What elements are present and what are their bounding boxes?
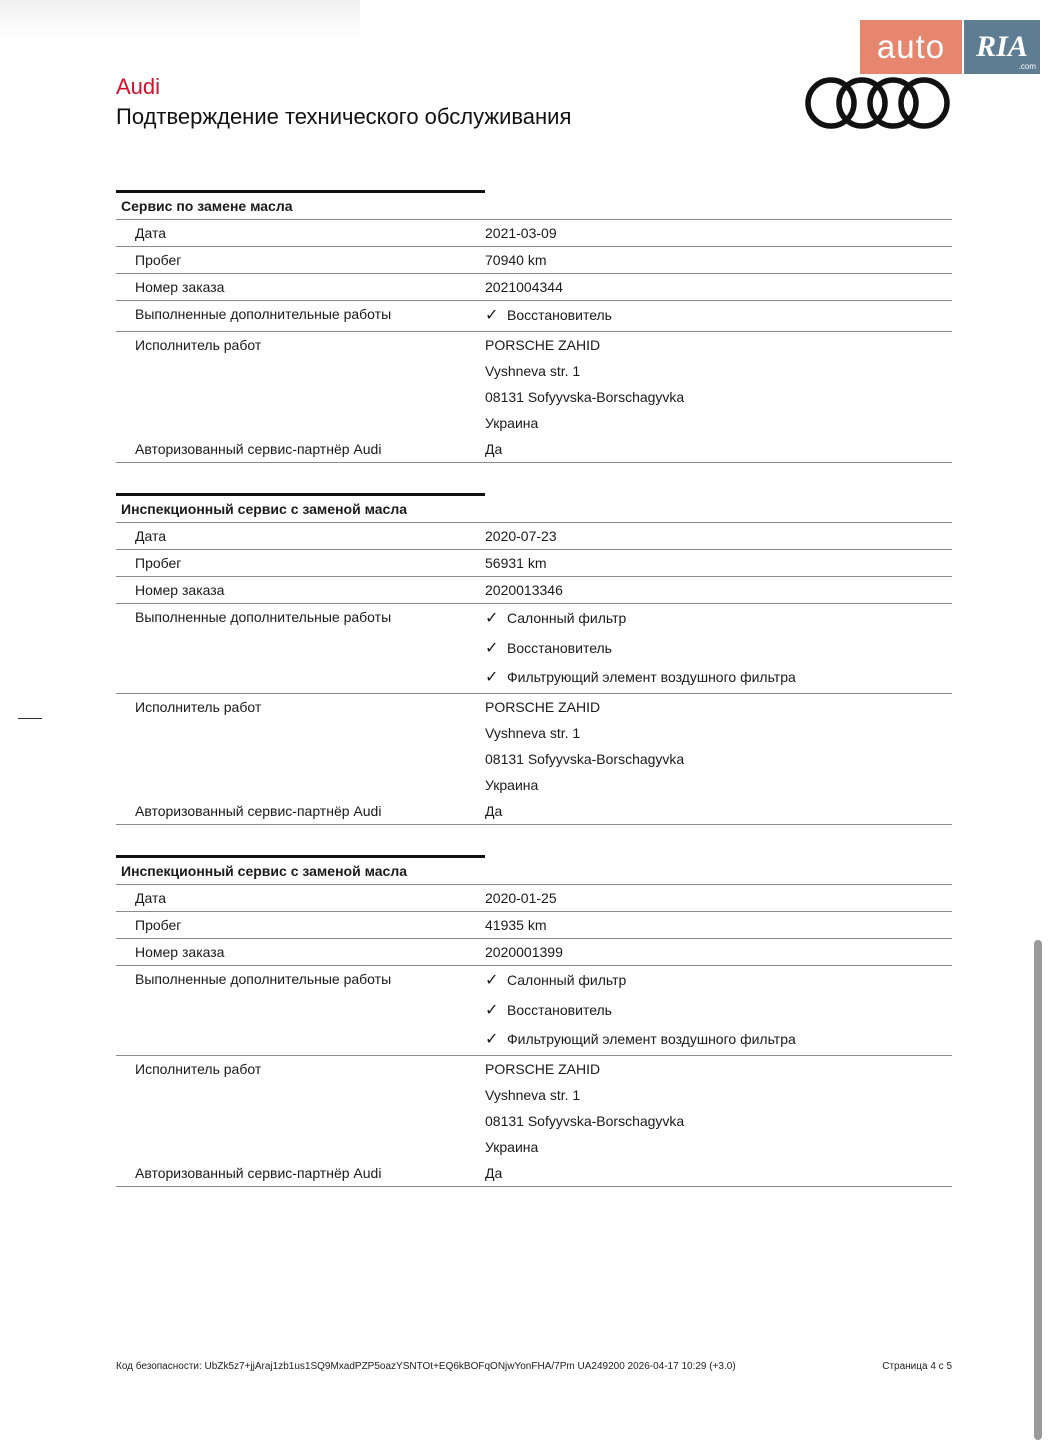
order-number-label: Номер заказа: [135, 582, 225, 598]
executor-line: 08131 Sofyyvska-Borschagyvka: [485, 750, 685, 767]
checkmark-icon: ✓: [485, 972, 499, 989]
executor-line: 08131 Sofyyvska-Borschagyvka: [485, 388, 685, 405]
authorized-partner-row: [116, 798, 952, 825]
additional-works-list: [485, 604, 952, 693]
work-item-label: Восстановитель: [507, 639, 612, 656]
date-label: Дата: [135, 890, 167, 906]
authorized-partner-value: Да: [485, 1164, 503, 1181]
watermark-ria-text: RIA: [976, 30, 1028, 63]
additional-works-row: [116, 301, 952, 332]
work-item: [485, 301, 952, 331]
margin-dash: [18, 718, 42, 719]
work-item: [485, 663, 952, 693]
mileage-label: Пробег: [135, 917, 182, 933]
date-value: 2020-07-23: [485, 528, 557, 544]
mileage-row: [116, 550, 952, 577]
date-label: Дата: [135, 225, 167, 241]
checkmark-icon: ✓: [485, 1031, 499, 1048]
audi-four-rings-icon: [804, 76, 954, 130]
order-number-row: [116, 274, 952, 301]
work-item-label: Восстановитель: [507, 307, 612, 323]
service-section: [116, 855, 952, 1187]
checkmark-icon: ✓: [485, 639, 499, 657]
additional-works-list: [485, 301, 952, 331]
date-row: [116, 885, 952, 912]
scrollbar[interactable]: [1034, 940, 1042, 1440]
work-item-label: Восстановитель: [507, 1001, 612, 1018]
executor-line: PORSCHE ZAHID: [485, 336, 601, 353]
brand-name: Audi: [116, 74, 161, 99]
executor-row: [116, 1056, 952, 1160]
mileage-value: 41935 km: [485, 917, 547, 933]
security-code: Код безопасности: UbZk5z7+jjAraj1zb1us1SQ9MxadPZP5oazYSNTOt+EQ6kBOFqONjwYonFHA/7Pm UA249200 2026-04-17 10:29 (+3.0): [116, 1361, 736, 1372]
date-value: 2021-03-09: [485, 225, 557, 241]
executor-address: [485, 694, 952, 798]
order-number-label: Номер заказа: [135, 279, 225, 295]
work-item-label: Фильтрующий элемент воздушного фильтра: [507, 669, 796, 685]
date-value: 2020-01-25: [485, 890, 557, 906]
section-title: Сервис по замене масла: [116, 193, 952, 220]
executor-line: 08131 Sofyyvska-Borschagyvka: [485, 1112, 685, 1129]
authorized-partner-label: Авторизованный сервис-партнёр Audi: [135, 1164, 382, 1181]
date-row: [116, 220, 952, 247]
section-title: Инспекционный сервис с заменой масла: [116, 858, 952, 885]
authorized-partner-label: Авторизованный сервис-партнёр Audi: [135, 802, 382, 819]
checkmark-icon: ✓: [485, 1001, 499, 1019]
checkmark-icon: ✓: [485, 669, 499, 686]
authorized-partner-row: [116, 1160, 952, 1187]
document-title: Подтверждение технического обслуживания: [116, 104, 572, 129]
executor-label: Исполнитель работ: [135, 336, 262, 353]
top-shade: [0, 0, 360, 40]
order-number-label: Номер заказа: [135, 944, 225, 960]
mileage-label: Пробег: [135, 252, 182, 268]
executor-address: [485, 332, 952, 436]
mileage-row: [116, 912, 952, 939]
watermark-auto: auto: [860, 20, 962, 74]
executor-line: Украина: [485, 414, 539, 431]
authorized-partner-label: Авторизованный сервис-партнёр Audi: [135, 440, 382, 457]
work-item: [485, 1025, 952, 1055]
mileage-value: 56931 km: [485, 555, 547, 571]
document-footer: [116, 1360, 952, 1374]
watermark-ria: [964, 20, 1040, 74]
executor-line: Украина: [485, 1138, 539, 1155]
executor-line: PORSCHE ZAHID: [485, 698, 601, 715]
work-item-label: Салонный фильтр: [507, 972, 627, 988]
service-section: [116, 190, 952, 463]
executor-label: Исполнитель работ: [135, 698, 262, 715]
section-title: Инспекционный сервис с заменой масла: [116, 496, 952, 523]
executor-line: Vyshneva str. 1: [485, 724, 581, 741]
additional-works-label: Выполненные дополнительные работы: [135, 971, 392, 987]
executor-label: Исполнитель работ: [135, 1060, 262, 1077]
mileage-row: [116, 247, 952, 274]
executor-line: PORSCHE ZAHID: [485, 1060, 601, 1077]
work-item: [485, 604, 952, 634]
date-row: [116, 523, 952, 550]
authorized-partner-value: Да: [485, 802, 503, 819]
executor-line: Vyshneva str. 1: [485, 362, 581, 379]
executor-row: [116, 694, 952, 798]
work-item: [485, 996, 952, 1026]
order-number-value: 2020001399: [485, 944, 563, 960]
authorized-partner-row: [116, 436, 952, 463]
executor-line: Украина: [485, 776, 539, 793]
authorized-partner-value: Да: [485, 440, 503, 457]
service-section: [116, 493, 952, 825]
additional-works-row: [116, 604, 952, 694]
additional-works-list: [485, 966, 952, 1055]
work-item-label: Фильтрующий элемент воздушного фильтра: [507, 1031, 796, 1047]
additional-works-row: [116, 966, 952, 1056]
watermark-com: .com: [1018, 62, 1036, 71]
additional-works-label: Выполненные дополнительные работы: [135, 609, 392, 625]
date-label: Дата: [135, 528, 167, 544]
order-number-row: [116, 939, 952, 966]
work-item-label: Салонный фильтр: [507, 610, 627, 626]
executor-row: [116, 332, 952, 436]
work-item: [485, 634, 952, 664]
work-item: [485, 966, 952, 996]
page-number: Страница 4 с 5: [882, 1361, 952, 1372]
mileage-value: 70940 km: [485, 252, 547, 268]
executor-address: [485, 1056, 952, 1160]
checkmark-icon: ✓: [485, 610, 499, 627]
executor-line: Vyshneva str. 1: [485, 1086, 581, 1103]
order-number-value: 2021004344: [485, 279, 563, 295]
order-number-row: [116, 577, 952, 604]
checkmark-icon: ✓: [485, 307, 499, 324]
order-number-value: 2020013346: [485, 582, 563, 598]
mileage-label: Пробег: [135, 555, 182, 571]
additional-works-label: Выполненные дополнительные работы: [135, 306, 392, 322]
autoria-watermark: [860, 20, 1040, 74]
